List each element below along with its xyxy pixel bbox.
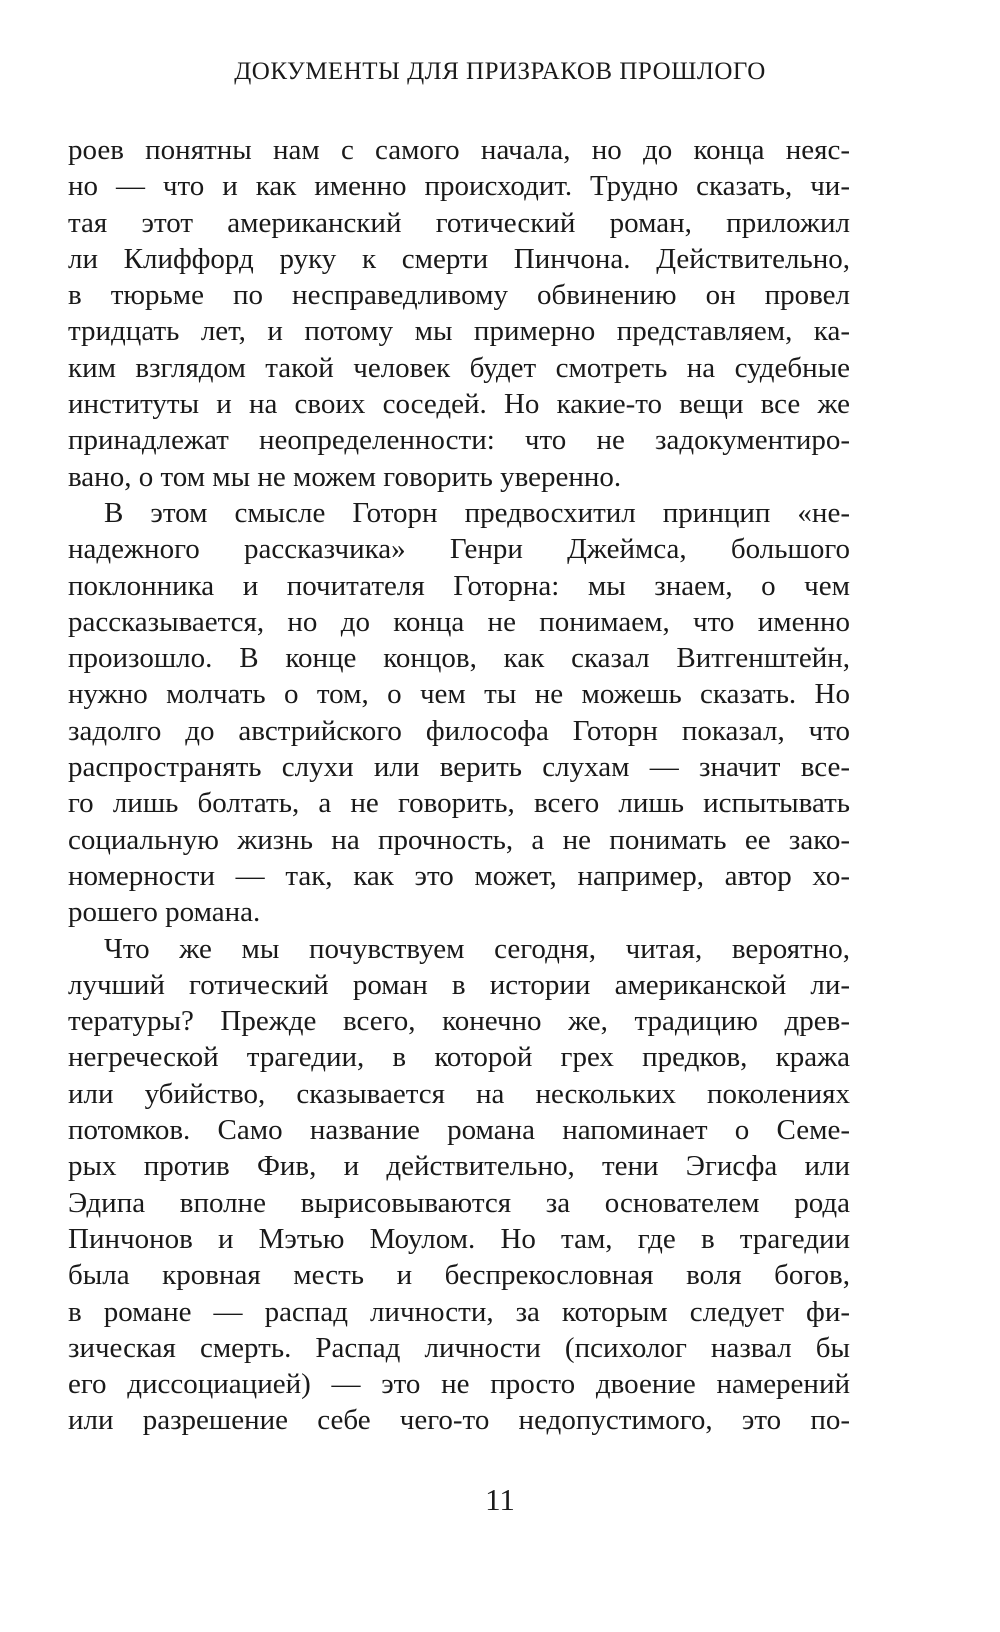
page-number: 11 (485, 1482, 515, 1517)
text-line: в романе — распад личности, за которым следует фи- (68, 1295, 850, 1328)
text-line: го лишь болтать, а не говорить, всего лишь испытывать (68, 787, 850, 820)
text-line: или разрешение себе чего-то недопустимого, это по- (68, 1404, 850, 1437)
text-line: институты и на своих соседей. Но какие-то вещи все же (68, 388, 850, 421)
text-line: тая этот американский готический роман, приложил (68, 206, 850, 239)
text-line: В этом смысле Готорн предвосхитил принцип «не- (104, 496, 850, 529)
text-line: тридцать лет, и потому мы примерно представляем, ка- (68, 315, 850, 348)
text-line: но — что и как именно происходит. Трудно сказать, чи- (68, 170, 850, 203)
text-line: рошего романа. (68, 896, 261, 929)
text-line: негреческой трагедии, в которой грех предков, кража (68, 1041, 850, 1074)
text-line: Пинчонов и Мэтью Моулом. Но там, где в трагедии (68, 1222, 850, 1255)
text-line: тературы? Прежде всего, конечно же, традицию древ- (68, 1005, 850, 1038)
text-line: поклонника и почитателя Готорна: мы знаем, о чем (68, 569, 850, 602)
text-line: рых против Фив, и действительно, тени Эгисфа или (68, 1150, 850, 1183)
text-line: в тюрьме по несправедливому обвинению он провел (68, 279, 850, 312)
text-line: Что же мы почувствуем сегодня, читая, вероятно, (104, 932, 850, 965)
text-line: нужно молчать о том, о чем ты не можешь сказать. Но (68, 678, 850, 711)
text-line: задолго до австрийского философа Готорн показал, что (68, 714, 850, 747)
paragraph (68, 931, 850, 1439)
running-head: ДОКУМЕНТЫ ДЛЯ ПРИЗРАКОВ ПРОШЛОГО (234, 58, 766, 85)
text-line: распространять слухи или верить слухам — значит все- (68, 751, 850, 784)
text-line: его диссоциацией) — это не просто двоение намерений (68, 1368, 850, 1401)
text-line: зическая смерть. Распад личности (психолог назвал бы (68, 1331, 850, 1364)
text-line: рассказывается, но до конца не понимаем, что именно (68, 605, 850, 638)
text-line: номерности — так, как это может, например, автор хо- (68, 859, 850, 892)
text-line: надежного рассказчика» Генри Джеймса, большого (68, 533, 850, 566)
text-line: или убийство, сказывается на нескольких поколениях (68, 1077, 850, 1110)
text-line: социальную жизнь на прочность, а не понимать ее зако- (68, 823, 850, 856)
text-line: вано, о том мы не можем говорить уверенно. (68, 460, 622, 493)
text-line: произошло. В конце концов, как сказал Витгенштейн, (68, 642, 850, 675)
body-text (68, 132, 850, 1439)
text-line: ким взглядом такой человек будет смотреть на судебные (68, 351, 850, 384)
paragraph (68, 495, 850, 931)
text-line: принадлежат неопределенности: что не задокументиро- (68, 424, 850, 457)
text-line: потомков. Само название романа напоминает о Семе- (68, 1114, 850, 1147)
paragraph (68, 132, 850, 495)
text-line: роев понятны нам с самого начала, но до конца неяс- (68, 134, 850, 166)
text-line: ли Клиффорд руку к смерти Пинчона. Действительно, (68, 242, 850, 275)
text-line: была кровная месть и беспрекословная воля богов, (68, 1259, 850, 1292)
text-line: Эдипа вполне вырисовываются за основателем рода (68, 1186, 850, 1219)
text-line: лучший готический роман в истории американской ли- (68, 968, 850, 1001)
